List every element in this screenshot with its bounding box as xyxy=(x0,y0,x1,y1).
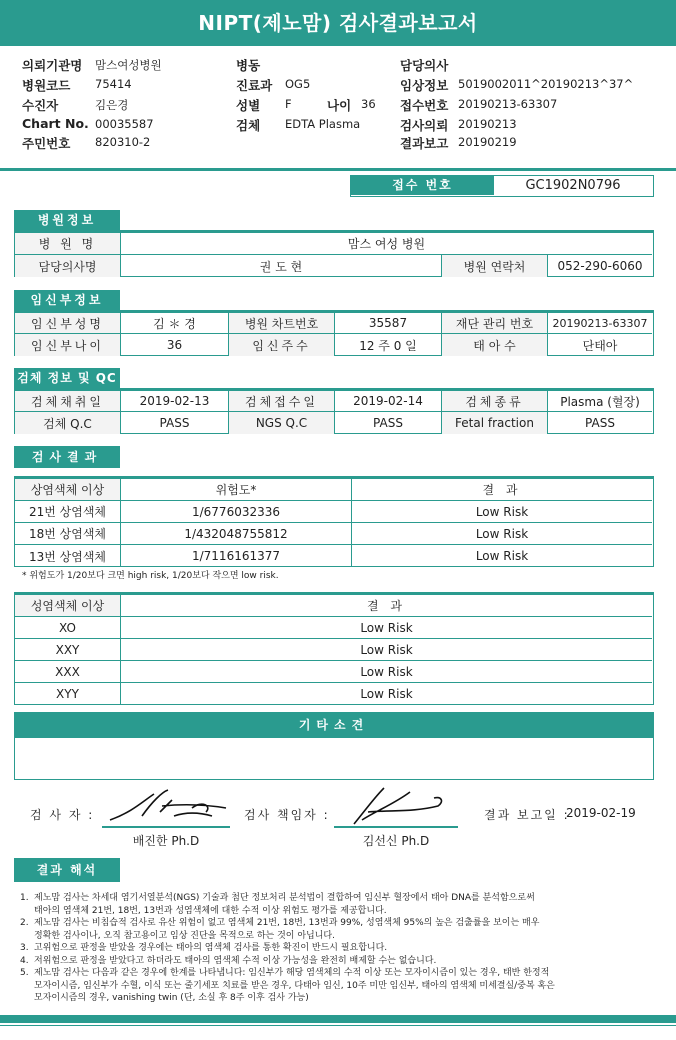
list-item: 모자이시즘, 임신부가 수혈, 이식 또는 줄기세포 치료를 받은 경우, 다태아 임신, 10주 미만 임신부, 태아의 염색체 미세결실/중복 혹은 xyxy=(34,980,555,991)
sex-chromosome-table xyxy=(14,592,654,705)
qc-value: PASS xyxy=(121,412,229,434)
table-row-risk: 1/432048755812 xyxy=(121,523,352,545)
qc-label: 검체 Q.C xyxy=(15,412,121,434)
tester-name: 배진한 Ph.D xyxy=(132,834,200,848)
chief-signature-line xyxy=(334,826,458,828)
table-row-risk: 1/6776032336 xyxy=(121,501,352,523)
report-title: NIPT(제노맘) 검사결과보고서 xyxy=(0,0,676,46)
sex-label: 성별 xyxy=(236,98,261,113)
doctor-label: 담당의사 xyxy=(400,58,449,73)
report-value: 20190219 xyxy=(458,135,517,149)
etc-label: 기타소견 xyxy=(14,712,654,738)
fetal-fraction-label: Fetal fraction xyxy=(442,412,548,434)
etc-body xyxy=(14,738,654,780)
dept-label: 진료과 xyxy=(236,78,273,93)
specimen-type-label: 검체종류 xyxy=(442,391,548,412)
list-item: 모자이시즘의 경우, vanishing twin (단, 소실 후 8주 이후 검사 가능) xyxy=(34,993,309,1003)
weeks-value: 12 주 0 일 xyxy=(335,334,442,356)
specimen-label: 검체 xyxy=(236,118,261,133)
hospital-code-value: 75414 xyxy=(95,77,132,91)
patient-name-value: 김 ＊ 경 xyxy=(121,313,229,334)
patient-label: 수진자 xyxy=(22,98,59,113)
results-label: 검사결과 xyxy=(14,446,120,468)
contact-value: 052-290-6060 xyxy=(557,259,643,273)
age-value: 36 xyxy=(361,97,376,111)
age-label: 나이 xyxy=(327,98,352,113)
table-row-risk: 1/7116161377 xyxy=(121,545,352,567)
list-item: 5. 제노맘 검사는 다음과 같은 경우에 한계를 나타냅니다: 임신부가 해당 염색체의 수적 이상 또는 모자이시즘이 있는 경우, 태반 한정적 xyxy=(20,968,550,978)
doctor-name-value: 권 도 현 xyxy=(121,255,442,277)
receive-value: 2019-02-14 xyxy=(335,391,442,412)
list-item: 3. 고위험으로 판정을 받았을 경우에는 태아의 염색체 검사를 통한 확진이 반드시 필요합니다. xyxy=(20,943,388,953)
list-item: 정확한 검사이나, 오직 참고용이고 임상 진단을 목적으로 하는 것이 아닙니다. xyxy=(34,930,335,941)
receipt-no-value: 20190213-63307 xyxy=(458,97,558,111)
receive-label: 검체접수일 xyxy=(229,391,335,412)
risk-header: 위험도* xyxy=(121,479,352,501)
sex-value: F xyxy=(285,97,292,111)
list-item: 4. 저위험으로 판정을 받았다고 하더라도 태아의 염색체 수적 이상 가능성을 완전히 배제할 수는 없습니다. xyxy=(20,955,437,966)
receipt-value: GC1902N0796 xyxy=(525,178,621,193)
autosome-results-table xyxy=(14,476,654,567)
ngs-qc-label: NGS Q.C xyxy=(229,412,335,434)
request-date-value: 20190213 xyxy=(458,117,517,131)
autosome-header: 상염색체 이상 xyxy=(15,479,121,501)
interpretation-list xyxy=(20,892,660,1005)
hospital-info-table xyxy=(14,230,654,277)
clinic-label: 의뢰기관명 xyxy=(22,58,83,73)
specimen-value: EDTA Plasma xyxy=(285,117,361,131)
foundation-label: 재단 관리 번호 xyxy=(442,313,548,334)
weeks-label: 임신주수 xyxy=(229,334,335,356)
collect-label: 검체채취일 xyxy=(15,391,121,412)
tester-signature-line xyxy=(102,826,230,828)
chart-value: 00035587 xyxy=(95,117,154,131)
fetal-fraction-value: PASS xyxy=(585,416,615,430)
specimen-info-label: 검체 정보 및 QC xyxy=(14,368,120,388)
ssn-value: 820310-2 xyxy=(95,135,151,149)
patient-value: 김은경 xyxy=(95,98,129,112)
hospital-code-label: 병원코드 xyxy=(22,78,71,93)
collect-value: 2019-02-13 xyxy=(121,391,229,412)
hospital-info-label: 병원정보 xyxy=(14,210,120,230)
table-row-name: XO xyxy=(15,617,121,639)
request-date-label: 검사의뢰 xyxy=(400,118,449,133)
table-row-result: Low Risk xyxy=(352,501,652,523)
clinical-label: 임상정보 xyxy=(400,78,449,93)
clinical-value: 5019002011^20190213^37^ xyxy=(458,77,634,91)
sex-result-header: 결 과 xyxy=(121,595,652,617)
tester-label: 검 사 자 : xyxy=(30,808,95,822)
patient-age-value: 36 xyxy=(121,334,229,356)
patient-chart-value: 35587 xyxy=(335,313,442,334)
table-row-name: 18번 상염색체 xyxy=(15,523,121,545)
fetus-label: 태 아 수 xyxy=(442,334,548,356)
chief-label: 검사 책임자 : xyxy=(244,808,330,822)
header-divider xyxy=(0,168,676,171)
report-label: 결과보고 xyxy=(400,136,449,151)
specimen-info-table xyxy=(14,388,654,434)
patient-chart-label: 병원 차트번호 xyxy=(229,313,335,334)
receipt-label: 접수 번호 xyxy=(351,176,494,195)
receipt-no-label: 접수번호 xyxy=(400,98,449,113)
chief-signature xyxy=(334,782,460,832)
hospital-name-label: 병 원 명 xyxy=(15,233,121,255)
interpretation-label: 결과 해석 xyxy=(14,858,120,882)
dept-value: OG5 xyxy=(285,77,311,91)
chief-name: 김선신 Ph.D xyxy=(362,834,430,848)
result-header: 결 과 xyxy=(352,479,652,501)
table-row-result: Low Risk xyxy=(121,617,652,639)
sex-chrom-header: 성염색체 이상 xyxy=(15,595,121,617)
footer-bar xyxy=(0,1015,676,1023)
clinic-value: 맘스여성병원 xyxy=(95,58,162,72)
table-row-name: XXY xyxy=(15,639,121,661)
patient-name-label: 임신부성명 xyxy=(15,313,121,334)
table-row-name: XYY xyxy=(15,683,121,705)
patient-age-label: 임신부나이 xyxy=(15,334,121,356)
table-row-name: XXX xyxy=(15,661,121,683)
report-header xyxy=(0,50,676,170)
patient-info-table xyxy=(14,310,654,356)
ward-label: 병동 xyxy=(236,58,261,73)
list-item: 태아의 염색체 21번, 18번, 13번과 성염색체에 대한 수적 이상 위험도 평가를 제공합니다. xyxy=(34,905,387,916)
ngs-qc-value: PASS xyxy=(335,412,442,434)
hospital-name-value: 맘스 여성 병원 xyxy=(121,233,652,255)
patient-info-label: 임신부정보 xyxy=(14,290,120,310)
table-row-result: Low Risk xyxy=(360,687,413,701)
table-row-result: Low Risk xyxy=(352,523,652,545)
list-item: 1. 제노맘 검사는 차세대 염기서열분석(NGS) 기술과 첨단 정보처리 분석법이 결합하여 임신부 혈장에서 태아 DNA를 분석함으로써 xyxy=(20,893,535,903)
doctor-name-label: 담당의사명 xyxy=(15,255,121,277)
table-row-result: Low Risk xyxy=(121,639,652,661)
ssn-label: 주민번호 xyxy=(22,136,71,151)
table-row-name: 21번 상염색체 xyxy=(15,501,121,523)
tester-signature xyxy=(102,782,232,830)
receipt-box xyxy=(350,175,654,197)
risk-note: * 위험도가 1/20보다 크면 high risk, 1/20보다 작으면 low risk. xyxy=(22,571,279,581)
report-date-label: 결과 보고일 : xyxy=(484,808,570,822)
table-row-result: Low Risk xyxy=(121,661,652,683)
contact-label: 병원 연락처 xyxy=(442,255,548,277)
specimen-type-value: Plasma (혈장) xyxy=(548,391,652,412)
fetus-value: 단태아 xyxy=(582,338,618,353)
table-row-result: Low Risk xyxy=(475,549,529,563)
footer-line xyxy=(0,1025,676,1026)
chart-label: Chart No. xyxy=(22,116,89,131)
table-row-name: 13번 상염색체 xyxy=(15,545,121,567)
foundation-value: 20190213-63307 xyxy=(548,313,652,334)
report-date: 2019-02-19 xyxy=(566,806,636,820)
list-item: 2. 제노맘 검사는 비침습적 검사로 유산 위험이 없고 염색체 21번, 18번, 13번과 99%, 성염색체 95%의 높은 검출률을 보이는 매우 xyxy=(20,918,540,928)
